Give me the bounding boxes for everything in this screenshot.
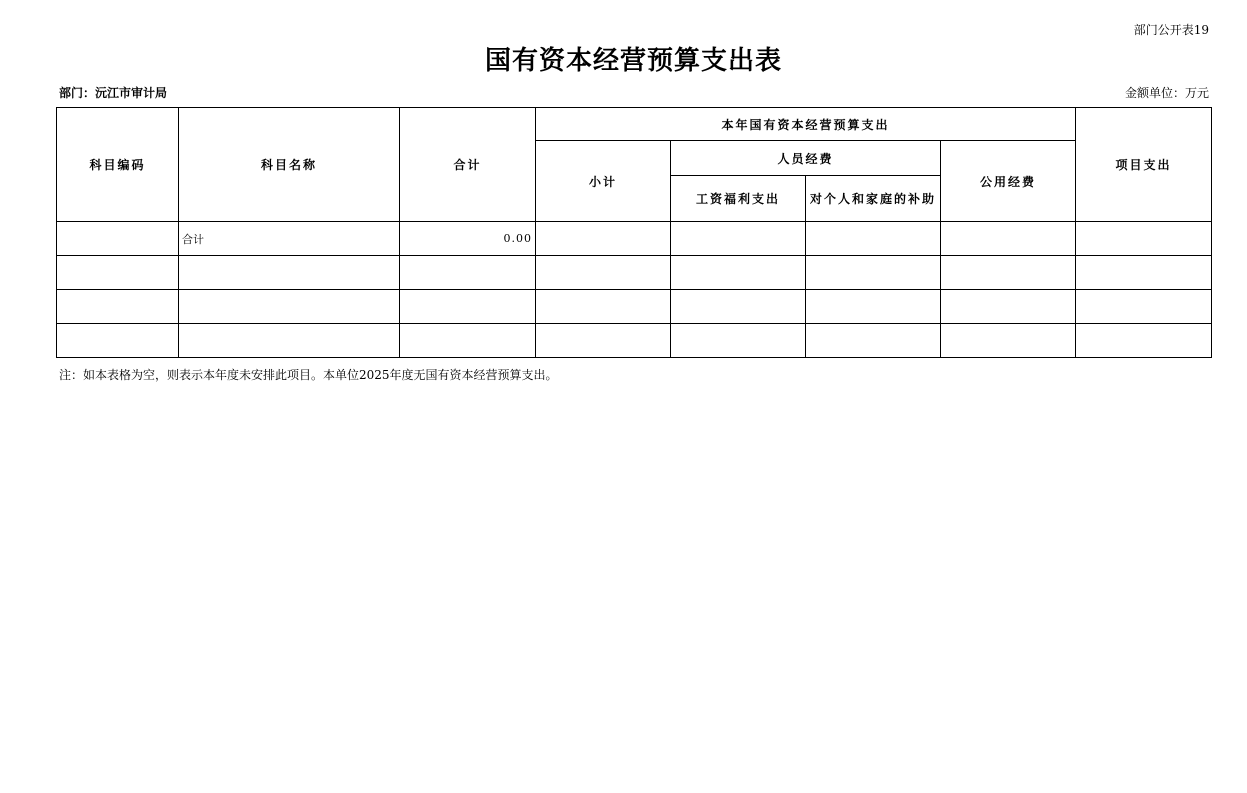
header-current-year: 本年国有资本经营预算支出 [536, 108, 1076, 141]
header-subtotal: 小计 [536, 141, 671, 222]
header-wages: 工资福利支出 [671, 176, 806, 222]
cell-project [1076, 222, 1212, 256]
form-number: 部门公开表19 [1133, 23, 1209, 37]
cell-code [57, 290, 179, 324]
cell-code [57, 324, 179, 358]
cell-public [941, 256, 1076, 290]
cell-total [400, 290, 536, 324]
cell-name [179, 256, 400, 290]
cell-total: 0.00 [400, 222, 536, 256]
cell-name [179, 290, 400, 324]
cell-total [400, 324, 536, 358]
header-total: 合计 [400, 108, 536, 222]
amount-unit-label: 金额单位：万元 [1124, 86, 1209, 100]
table-row [57, 290, 1212, 324]
cell-public [941, 222, 1076, 256]
cell-wages [671, 256, 806, 290]
table-row [57, 256, 1212, 290]
cell-name [179, 324, 400, 358]
cell-subtotal [536, 222, 671, 256]
cell-public [941, 290, 1076, 324]
cell-subsidies [806, 222, 941, 256]
header-code: 科目编码 [57, 108, 179, 222]
cell-subsidies [806, 256, 941, 290]
department-label: 部门：沅江市审计局 [59, 86, 168, 100]
cell-subtotal [536, 290, 671, 324]
cell-project [1076, 324, 1212, 358]
header-subsidies: 对个人和家庭的补助 [806, 176, 941, 222]
header-project: 项目支出 [1076, 108, 1212, 222]
cell-project [1076, 290, 1212, 324]
header-name: 科目名称 [179, 108, 400, 222]
cell-wages [671, 324, 806, 358]
cell-subtotal [536, 256, 671, 290]
cell-code [57, 222, 179, 256]
cell-wages [671, 222, 806, 256]
cell-code [57, 256, 179, 290]
cell-project [1076, 256, 1212, 290]
table-row [57, 324, 1212, 358]
header-public: 公用经费 [941, 141, 1076, 222]
header-personnel: 人员经费 [671, 141, 941, 176]
cell-public [941, 324, 1076, 358]
table-row [57, 222, 1212, 256]
page-title: 国有资本经营预算支出表 [484, 46, 782, 76]
footnote: 注：如本表格为空，则表示本年度未安排此项目。本单位2025年度无国有资本经营预算支出。 [59, 368, 558, 382]
cell-total [400, 256, 536, 290]
cell-subsidies [806, 290, 941, 324]
cell-wages [671, 290, 806, 324]
cell-subsidies [806, 324, 941, 358]
cell-subtotal [536, 324, 671, 358]
budget-table [56, 107, 1212, 358]
cell-name: 合计 [179, 222, 400, 256]
